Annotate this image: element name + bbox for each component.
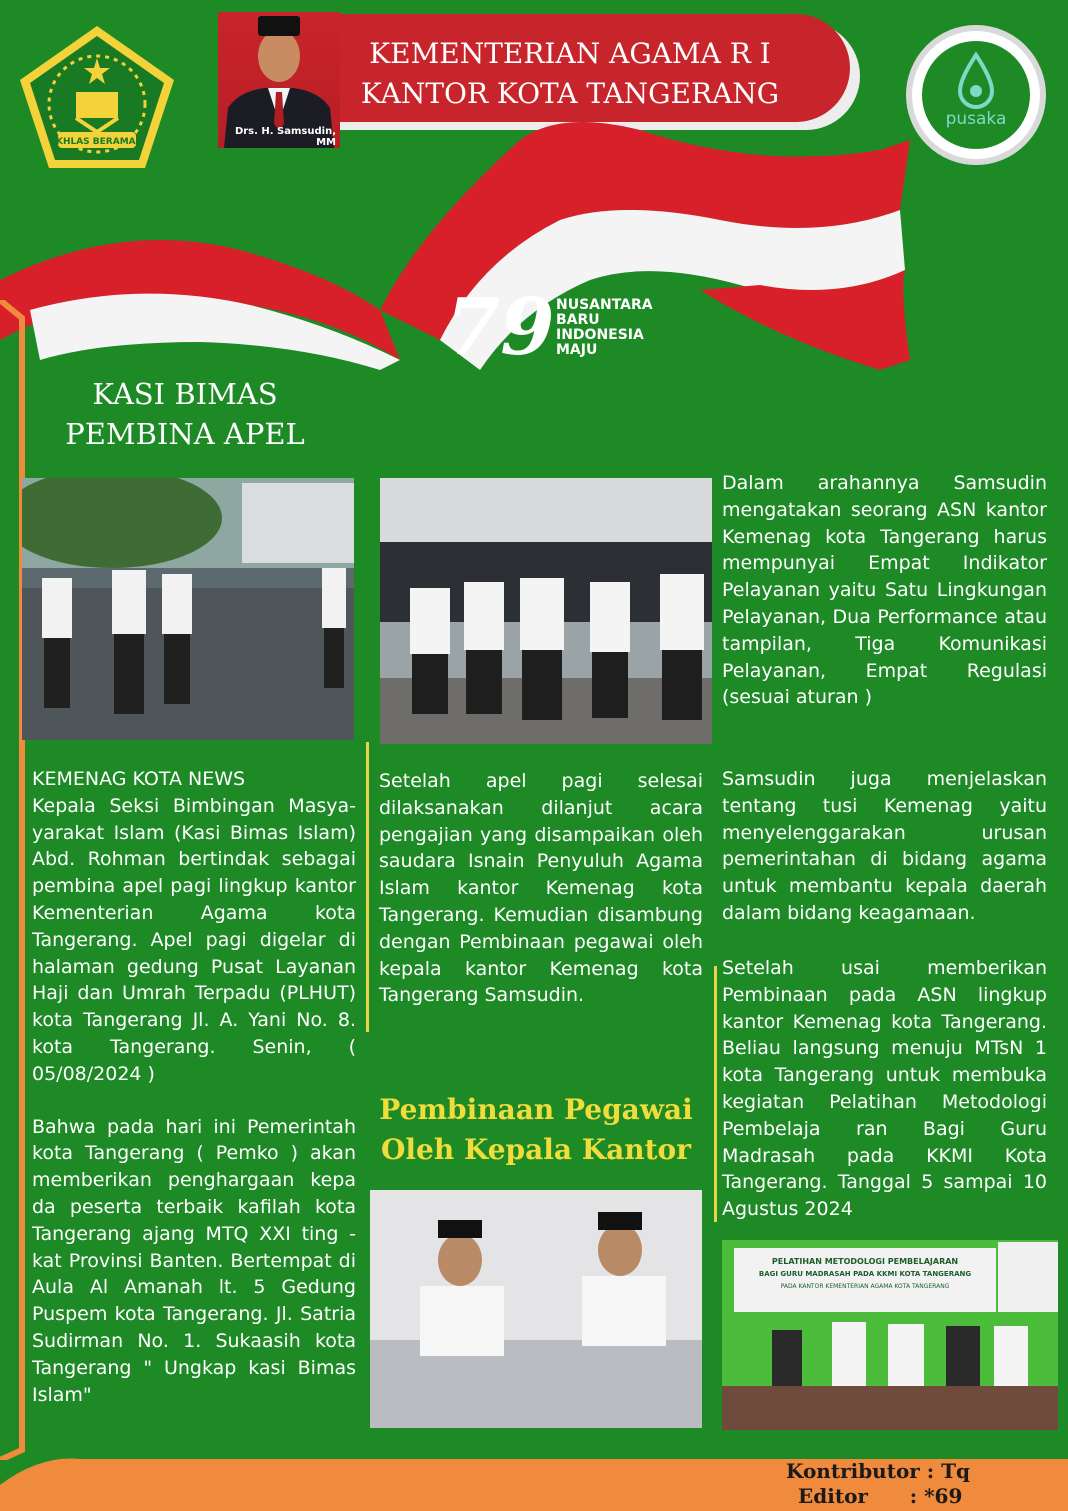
portrait-caption: Drs. H. Samsudin, MM <box>234 126 336 148</box>
banner-line3: PADA KANTOR KEMENTERIAN AGAMA KOTA TANGERANG <box>780 1283 950 1290</box>
anniversary-line2: BARU <box>556 312 600 328</box>
staff-guidance-photo <box>370 1190 702 1428</box>
anniversary-line3: INDONESIA <box>556 327 644 343</box>
article-column-3-bottom <box>722 955 1047 1223</box>
subsection-heading <box>370 1090 702 1170</box>
article-paragraph: Dalam arahannya Samsudin mengatakan seorang ASN kantor Kemenag kota Tangerang harus mempunyai Empat Indikator Pelayanan yaitu Satu Lingkungan Pelayanan, Dua Performance atau tampilan, Tiga Komunikasi Pelayanan, Empat Regulasi (sesuai aturan ) <box>722 472 1047 709</box>
pusaka-wordmark: pusaka <box>945 109 1007 129</box>
banner-line2: BAGI GURU MADRASAH PADA KKMI KOTA TANGERANG <box>758 1270 972 1278</box>
footer-credits <box>786 1459 970 1509</box>
article-column-2 <box>379 768 703 1009</box>
section-title-line1: KASI BIMAS <box>92 377 278 411</box>
article-column-3-top <box>722 470 1047 711</box>
article-paragraph: Kepala Seksi Bimbingan Masya-yarakat Islam (Kasi Bimas Islam) Abd. Rohman bertindak sebagai pembina apel pagi lingkup kantor Kementerian Agama kota Tangerang. Apel pagi digelar di halaman gedung Pusat Layanan Haji dan Umrah Terpadu (PLHUT) kota Tangerang Jl. A. Yani No. 8. kota Tangerang. Senin, ( 05/08/2024 ) <box>32 794 356 1085</box>
article-paragraph: Samsudin juga menjelaskan tentang tusi Kemenag yaitu menyelenggarakan urusan pemerintahan di bidang agama untuk membantu kepala daerah dalam bidang keagamaan. <box>722 768 1047 924</box>
anniversary-line1: NUSANTARA <box>556 297 653 313</box>
subsection-heading-line1: Pembinaan Pegawai <box>379 1093 693 1126</box>
contributor-credit: Kontributor : Tq <box>786 1459 971 1483</box>
header-title-line2: KANTOR KOTA TANGERANG <box>360 77 780 110</box>
article-column-1 <box>32 766 356 1408</box>
training-opening-photo <box>722 1240 1058 1430</box>
column-divider <box>714 966 717 1222</box>
article-paragraph: Setelah apel pagi selesai dilaksanakan dilanjut acara pengajian yang disampaikan oleh saudara Isnain Penyuluh Agama Islam kantor Kemenag kota Tangerang. Kemudian disambung dengan Pembinaan pegawai oleh kepala kantor Kemenag kota Tangerang Samsudin. <box>379 770 703 1007</box>
article-column-3-middle <box>722 766 1047 927</box>
banner-line1: PELATIHAN METODOLOGI PEMBELAJARAN <box>771 1257 959 1266</box>
article-paragraph: Setelah usai memberikan Pembinaan pada ASN lingkup kantor Kemenag kota Tangerang. Beliau langsung menuju MTsN 1 kota Tangerang untuk membuka kegiatan Pelatihan Metodologi Pembelaja ran Bagi Guru Madrasah pada KKMI Kota Tangerang. Tanggal 5 sampai 10 Agustus 2024 <box>722 957 1047 1221</box>
header-title <box>350 34 790 114</box>
morning-assembly-photo <box>22 478 354 740</box>
header-title-line1: KEMENTERIAN AGAMA R I <box>369 37 771 70</box>
article-paragraph: Bahwa pada hari ini Pemerintah kota Tangerang ( Pemko ) akan memberikan penghargaan kepa da peserta terbaik kafilah kota Tangerang ajang MTQ XXI ting - kat Provinsi Banten. Bertempat di Aula Al Amanah lt. 5 Gedung Puspem kota Tangerang. Jl. Satria Sudirman No. 1. Sukaasih kota Tangerang " Ungkap kasi Bimas Islam" <box>32 1115 356 1406</box>
officials-lineup-photo <box>380 478 712 744</box>
anniversary-line4: MAJU <box>556 342 598 358</box>
column-divider <box>366 742 369 1032</box>
subsection-heading-line2: Oleh Kepala Kantor <box>381 1133 691 1166</box>
anniversary-theme <box>556 298 653 358</box>
section-title <box>40 374 330 454</box>
editor-credit: Editor : *69 <box>798 1484 963 1508</box>
section-title-line2: PEMBINA APEL <box>65 417 305 451</box>
logo-motto: IKHLAS BERAMAL <box>52 137 142 147</box>
news-kicker: KEMENAG KOTA NEWS <box>32 768 246 790</box>
anniversary-number: 79 <box>446 284 555 373</box>
left-frame-accent <box>0 300 26 1460</box>
